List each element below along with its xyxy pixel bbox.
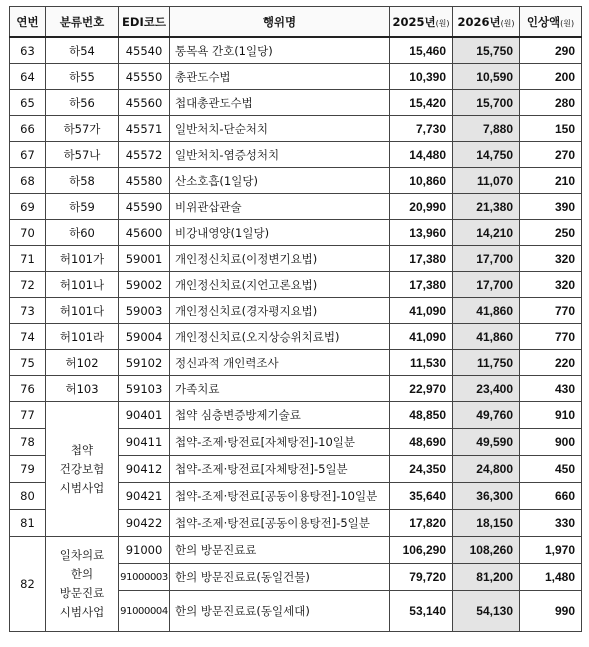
- fee-table-container: [9, 6, 582, 632]
- row-increase: 900: [520, 429, 582, 456]
- row-name: 비위관삽관술: [170, 194, 390, 220]
- row-code: 허101나: [46, 272, 119, 298]
- row-name: 개인정신치료(지언고론요법): [170, 272, 390, 298]
- row-edi: 59004: [119, 324, 170, 350]
- table-row: [10, 537, 582, 564]
- row-2025: 41,090: [390, 324, 453, 350]
- row-name: 산소호흡(1일당): [170, 168, 390, 194]
- row-code: 하57나: [46, 142, 119, 168]
- row-edi: 91000004: [119, 591, 170, 632]
- row-code: 하57가: [46, 116, 119, 142]
- header-increase-unit: (원): [560, 18, 575, 28]
- row-code: 허103: [46, 376, 119, 402]
- row-2025: 13,960: [390, 220, 453, 246]
- row-seq: 69: [10, 194, 46, 220]
- row-2025: 10,390: [390, 64, 453, 90]
- row-name: 한의 방문진료료(동일세대): [170, 591, 390, 632]
- row-2026: 24,800: [453, 456, 520, 483]
- row-code: 허101라: [46, 324, 119, 350]
- row-code: 하55: [46, 64, 119, 90]
- header-increase-label: 인상액: [526, 14, 561, 29]
- group-label-line: 첩약: [70, 442, 94, 457]
- table-row: [10, 376, 582, 402]
- row-name: 개인정신치료(경자평지요법): [170, 298, 390, 324]
- row-code: 허101다: [46, 298, 119, 324]
- row-name: 개인정신치료(오지상승위치료법): [170, 324, 390, 350]
- row-edi: 59102: [119, 350, 170, 376]
- row-name: 첩약 심층변증방제기술료: [170, 402, 390, 429]
- row-edi: 45550: [119, 64, 170, 90]
- row-increase: 1,970: [520, 537, 582, 564]
- table-row: [10, 37, 582, 64]
- row-2026: 14,750: [453, 142, 520, 168]
- row-seq: 75: [10, 350, 46, 376]
- row-2025: 53,140: [390, 591, 453, 632]
- row-code: 허102: [46, 350, 119, 376]
- row-name: 첩대총관도수법: [170, 90, 390, 116]
- header-edi: EDI코드: [119, 7, 170, 38]
- row-2025: 48,850: [390, 402, 453, 429]
- row-code: 하54: [46, 37, 119, 64]
- row-seq: 71: [10, 246, 46, 272]
- row-name: 일반처치-단순처치: [170, 116, 390, 142]
- row-seq: 81: [10, 510, 46, 537]
- row-edi: 59001: [119, 246, 170, 272]
- row-increase: 910: [520, 402, 582, 429]
- row-name: 한의 방문진료료: [170, 537, 390, 564]
- header-2025-label: 2025년: [392, 14, 436, 29]
- row-edi: 45580: [119, 168, 170, 194]
- row-2026: 49,590: [453, 429, 520, 456]
- row-2026: 15,700: [453, 90, 520, 116]
- row-name: 개인정신치료(이정변기요법): [170, 246, 390, 272]
- row-seq: 82: [10, 537, 46, 632]
- row-seq: 80: [10, 483, 46, 510]
- row-2025: 15,460: [390, 37, 453, 64]
- row-seq: 76: [10, 376, 46, 402]
- fee-table: [9, 6, 582, 632]
- row-2025: 48,690: [390, 429, 453, 456]
- row-seq: 77: [10, 402, 46, 429]
- table-row: [10, 298, 582, 324]
- row-edi: 90421: [119, 483, 170, 510]
- row-2025: 7,730: [390, 116, 453, 142]
- table-row: [10, 90, 582, 116]
- table-row: [10, 246, 582, 272]
- row-edi: 90401: [119, 402, 170, 429]
- row-2026: 18,150: [453, 510, 520, 537]
- row-increase: 1,480: [520, 564, 582, 591]
- row-2026: 10,590: [453, 64, 520, 90]
- row-2025: 14,480: [390, 142, 453, 168]
- row-increase: 990: [520, 591, 582, 632]
- row-increase: 200: [520, 64, 582, 90]
- row-seq: 79: [10, 456, 46, 483]
- row-name: 비강내영양(1일당): [170, 220, 390, 246]
- group-label-line: 시범사업: [59, 480, 105, 495]
- row-2025: 22,970: [390, 376, 453, 402]
- row-name: 첩약-조제·탕전료[자체탕전]-5일분: [170, 456, 390, 483]
- row-2026: 11,070: [453, 168, 520, 194]
- row-seq: 73: [10, 298, 46, 324]
- header-code: 분류번호: [46, 7, 119, 38]
- row-seq: 66: [10, 116, 46, 142]
- row-2025: 15,420: [390, 90, 453, 116]
- row-name: 총관도수법: [170, 64, 390, 90]
- row-increase: 330: [520, 510, 582, 537]
- group-label-herbal: [46, 402, 119, 537]
- row-2026: 7,880: [453, 116, 520, 142]
- row-name: 첩약-조제·탕전료[공동이용탕전]-10일분: [170, 483, 390, 510]
- row-2026: 17,700: [453, 246, 520, 272]
- row-2026: 81,200: [453, 564, 520, 591]
- table-row: [10, 324, 582, 350]
- row-edi: 45590: [119, 194, 170, 220]
- row-increase: 390: [520, 194, 582, 220]
- row-increase: 210: [520, 168, 582, 194]
- group-label-line: 한의: [70, 567, 94, 581]
- row-2025: 24,350: [390, 456, 453, 483]
- table-row: [10, 272, 582, 298]
- row-increase: 270: [520, 142, 582, 168]
- row-name: 통목욕 간호(1일당): [170, 37, 390, 64]
- table-row: [10, 402, 582, 429]
- row-2026: 15,750: [453, 37, 520, 64]
- header-increase: [520, 7, 582, 38]
- row-increase: 250: [520, 220, 582, 246]
- row-edi: 90411: [119, 429, 170, 456]
- row-seq: 67: [10, 142, 46, 168]
- table-row: [10, 194, 582, 220]
- row-2026: 36,300: [453, 483, 520, 510]
- row-code: 허101가: [46, 246, 119, 272]
- row-edi: 91000003: [119, 564, 170, 591]
- row-2026: 17,700: [453, 272, 520, 298]
- row-edi: 45560: [119, 90, 170, 116]
- row-2026: 21,380: [453, 194, 520, 220]
- row-2025: 35,640: [390, 483, 453, 510]
- header-row: [10, 7, 582, 38]
- row-2026: 54,130: [453, 591, 520, 632]
- row-edi: 45540: [119, 37, 170, 64]
- row-edi: 91000: [119, 537, 170, 564]
- group-label-home-visit: [46, 537, 119, 632]
- row-name: 한의 방문진료료(동일건물): [170, 564, 390, 591]
- group-label-line: 방문진료: [59, 586, 105, 600]
- row-edi: 90412: [119, 456, 170, 483]
- row-2025: 17,820: [390, 510, 453, 537]
- row-seq: 68: [10, 168, 46, 194]
- row-edi: 45571: [119, 116, 170, 142]
- row-2025: 41,090: [390, 298, 453, 324]
- row-2025: 10,860: [390, 168, 453, 194]
- row-name: 첩약-조제·탕전료[자체탕전]-10일분: [170, 429, 390, 456]
- group-label-line: 건강보험: [59, 461, 105, 476]
- row-increase: 150: [520, 116, 582, 142]
- row-2026: 41,860: [453, 324, 520, 350]
- group-label-line: 시범사업: [59, 605, 105, 619]
- row-2026: 41,860: [453, 298, 520, 324]
- header-name: 행위명: [170, 7, 390, 38]
- table-body: [10, 37, 582, 632]
- row-edi: 59002: [119, 272, 170, 298]
- row-seq: 63: [10, 37, 46, 64]
- row-edi: 90422: [119, 510, 170, 537]
- table-row: [10, 350, 582, 376]
- header-seq: 연번: [10, 7, 46, 38]
- row-increase: 280: [520, 90, 582, 116]
- header-2026-unit: (원): [500, 18, 515, 28]
- row-2026: 108,260: [453, 537, 520, 564]
- row-seq: 65: [10, 90, 46, 116]
- row-increase: 320: [520, 272, 582, 298]
- row-name: 정신과적 개인력조사: [170, 350, 390, 376]
- row-2025: 17,380: [390, 272, 453, 298]
- table-row: [10, 220, 582, 246]
- row-2025: 79,720: [390, 564, 453, 591]
- row-name: 첩약-조제·탕전료[공동이용탕전]-5일분: [170, 510, 390, 537]
- row-seq: 70: [10, 220, 46, 246]
- row-2025: 17,380: [390, 246, 453, 272]
- group-label-line: 일차의료: [59, 548, 105, 562]
- header-2025-unit: (원): [435, 18, 450, 28]
- row-code: 하60: [46, 220, 119, 246]
- row-2025: 11,530: [390, 350, 453, 376]
- row-2025: 106,290: [390, 537, 453, 564]
- row-increase: 290: [520, 37, 582, 64]
- header-2025: [390, 7, 453, 38]
- row-name: 가족치료: [170, 376, 390, 402]
- row-code: 하58: [46, 168, 119, 194]
- row-increase: 770: [520, 298, 582, 324]
- row-edi: 59003: [119, 298, 170, 324]
- row-code: 하56: [46, 90, 119, 116]
- row-edi: 45600: [119, 220, 170, 246]
- row-increase: 430: [520, 376, 582, 402]
- row-increase: 320: [520, 246, 582, 272]
- table-row: [10, 116, 582, 142]
- row-2026: 14,210: [453, 220, 520, 246]
- table-row: [10, 142, 582, 168]
- row-2026: 49,760: [453, 402, 520, 429]
- row-increase: 450: [520, 456, 582, 483]
- row-edi: 59103: [119, 376, 170, 402]
- header-2026: [453, 7, 520, 38]
- row-2026: 23,400: [453, 376, 520, 402]
- row-2026: 11,750: [453, 350, 520, 376]
- row-seq: 78: [10, 429, 46, 456]
- row-seq: 74: [10, 324, 46, 350]
- row-increase: 660: [520, 483, 582, 510]
- row-increase: 770: [520, 324, 582, 350]
- row-name: 일반처치-염증성처치: [170, 142, 390, 168]
- table-row: [10, 64, 582, 90]
- header-2026-label: 2026년: [457, 14, 501, 29]
- row-code: 하59: [46, 194, 119, 220]
- row-seq: 64: [10, 64, 46, 90]
- row-seq: 72: [10, 272, 46, 298]
- row-edi: 45572: [119, 142, 170, 168]
- row-2025: 20,990: [390, 194, 453, 220]
- table-row: [10, 168, 582, 194]
- row-increase: 220: [520, 350, 582, 376]
